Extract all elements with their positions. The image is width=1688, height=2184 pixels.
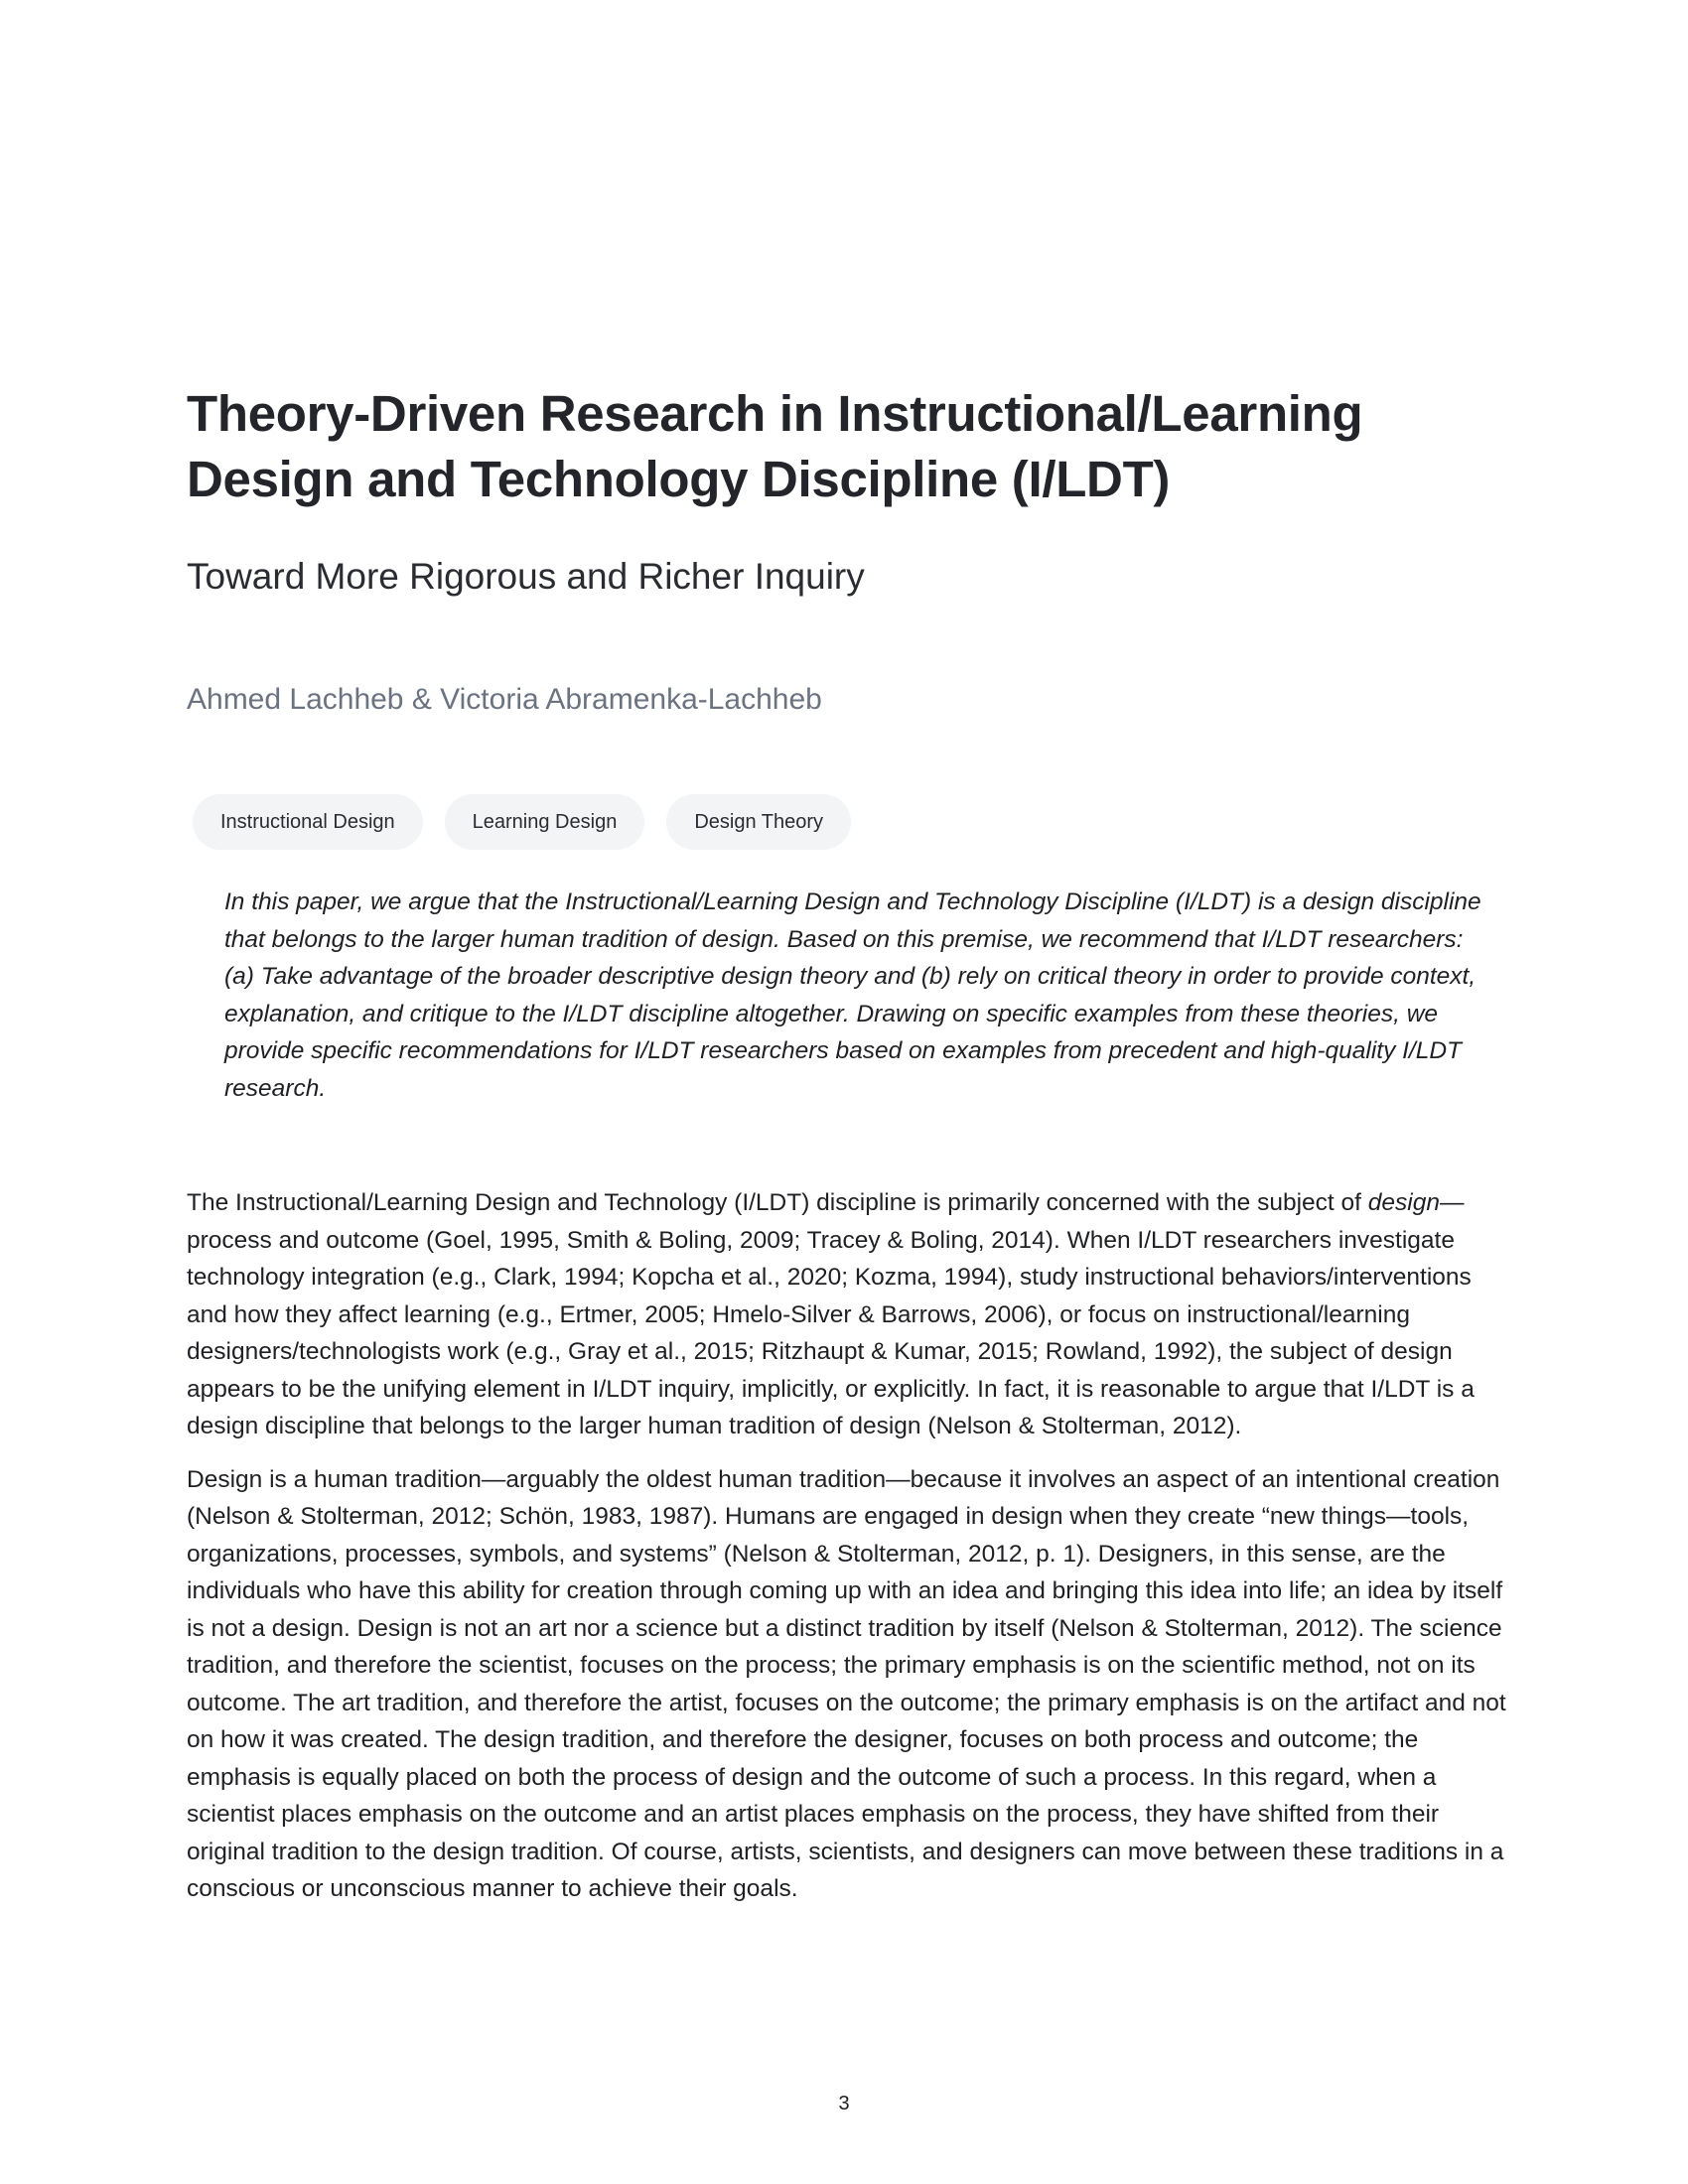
- page-number: 3: [838, 2093, 850, 2115]
- keyword-tags: [193, 794, 1507, 850]
- article-authors: Ahmed Lachheb & Victoria Abramenka-Lachheb: [187, 683, 822, 716]
- body-paragraph-1-start: The Instructional/Learning Design and Technology (I/LDT) discipline is primarily concerned with the subject of: [187, 1189, 1368, 1216]
- article-title: Theory-Driven Research in Instructional/Learning Design and Technology Discipline (I/LDT): [187, 385, 1363, 507]
- article: [187, 381, 1507, 1924]
- body-paragraph-1-end: —process and outcome (Goel, 1995, Smith & Boling, 2009; Tracey & Boling, 2014). When I/LDT researchers investigate technology integration (e.g., Clark, 1994; Kopcha et al., 2020; Kozma, 1994), study instructional behaviors/interventions and how they affect learning (e.g., Ertmer, 2005; Hmelo-Silver & Barrows, 2006), or focus on instructional/learning designers/technologists work (e.g., Gray et al., 2015; Ritzhaupt & Kumar, 2015; Rowland, 1992), the subject of design appears to be the unifying element in I/LDT inquiry, implicitly, or explicitly. In fact, it is reasonable to argue that I/LDT is a design discipline that belongs to the larger human tradition of design (Nelson & Stolterman, 2012).: [187, 1189, 1475, 1439]
- emphasized-word: design: [1367, 1189, 1440, 1216]
- body-paragraph-2: Design is a human tradition—arguably the oldest human tradition—because it involves an aspect of an intentional creation (Nelson & Stolterman, 2012; Schön, 1983, 1987). Humans are engaged in design when they create “new things—tools, organizations, processes, symbols, and systems” (Nelson & Stolterman, 2012, p. 1). Designers, in this sense, are the individuals who have this ability for creation through coming up with an idea and bringing this idea into life; an idea by itself is not a design. Design is not an art nor a science but a distinct tradition by itself (Nelson & Stolterman, 2012). The science tradition, and therefore the scientist, focuses on the process; the primary emphasis is on the scientific method, not on its outcome. The art tradition, and therefore the artist, focuses on the outcome; the primary emphasis is on the artifact and not on how it was created. The design tradition, and therefore the designer, focuses on both process and outcome; the emphasis is equally placed on both the process of design and the outcome of such a process. In this regard, when a scientist places emphasis on the outcome and an artist places emphasis on the process, they have shifted from their original tradition to the design tradition. Of course, artists, scientists, and designers can move between these traditions in a conscious or unconscious manner to achieve their goals.: [187, 1465, 1506, 1902]
- body-paragraph-1: [187, 1184, 1507, 1445]
- abstract: In this paper, we argue that the Instructional/Learning Design and Technology Discipline (I/LDT) is a design discipline that belongs to the larger human tradition of design. Based on this premise, we recommend that I/LDT researchers: (a) Take advantage of the broader descriptive design theory and (b) rely on critical theory in order to provide context, explanation, and critique to the I/LDT discipline altogether. Drawing on specific examples from these theories, we provide specific recommendations for I/LDT researchers based on examples from precedent and high-quality I/LDT research.: [224, 888, 1481, 1102]
- tag-instructional-design[interactable]: Instructional Design: [193, 794, 423, 850]
- body-text: [187, 1184, 1507, 1908]
- tag-learning-design[interactable]: Learning Design: [445, 794, 645, 850]
- article-subtitle: Toward More Rigorous and Richer Inquiry: [187, 556, 865, 597]
- tag-design-theory[interactable]: Design Theory: [666, 794, 851, 850]
